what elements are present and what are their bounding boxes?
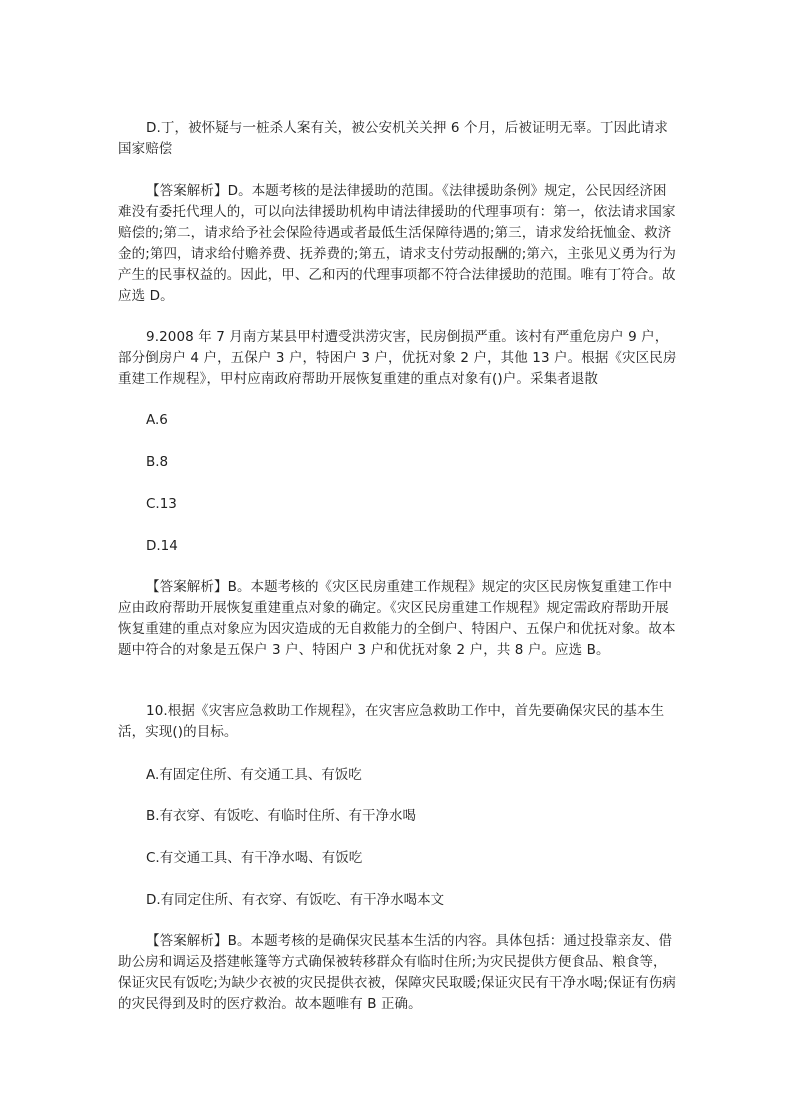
q9-option-a: A.6 (146, 412, 168, 428)
q9-answer-analysis: 【答案解析】B。本题考核的《灾区民房重建工作规程》规定的灾区民房恢复重建工作中应由政府帮助开展恢复重建重点对象的确定。《灾区民房重建工作规程》规定需政府帮助开展恢复重建的重点对象应为因灾造成的无自救能力的全倒户、特困户、五保户和优抚对象。故本题中符合的对象是五保户 3 户、特困户 3 户和优抚对象 2 户，共 8 户。应选 B。 (118, 579, 676, 658)
q9-option-d: D.14 (146, 538, 178, 554)
q9-option-b: B.8 (146, 454, 169, 470)
q8-answer-analysis: 【答案解析】D。本题考核的是法律援助的范围。《法律援助条例》规定，公民因经济困难没有委托代理人的，可以向法律援助机构申请法律援助的代理事项有：第一，依法请求国家赔偿的;第二，请求给予社会保险待遇或者最低生活保障待遇的;第三，请求发给抚恤金、救济金的;第四，请求给付赡养费、抚养费的;第五，请求支付劳动报酬的;第六，主张见义勇为行为产生的民事权益的。因此，甲、乙和丙的代理事项都不符合法律援助的范围。唯有丁符合。故应选 D。 (118, 183, 676, 304)
q10-option-a: A.有固定住所、有交通工具、有饭吃 (146, 767, 362, 783)
q10-option-b: B.有衣穿、有饭吃、有临时住所、有干净水喝 (146, 808, 417, 824)
q10-answer-analysis: 【答案解析】B。本题考核的是确保灾民基本生活的内容。具体包括：通过投靠亲友、借助公房和调运及搭建帐篷等方式确保被转移群众有临时住所;为灾民提供方便食品、粮食等，保证灾民有饭吃;为缺少衣被的灾民提供衣被，保障灾民取暖;保证灾民有干净水喝;保证有伤病的灾民得到及时的医疗救治。故本题唯有 B 正确。 (118, 933, 676, 1012)
q10-option-c: C.有交通工具、有干净水喝、有饭吃 (146, 850, 363, 866)
q9-option-c: C.13 (146, 496, 177, 512)
q10-stem: 10.根据《灾害应急救助工作规程》，在灾害应急救助工作中，首先要确保灾民的基本生活，实现()的目标。 (118, 703, 665, 740)
q10-option-d: D.有同定住所、有衣穿、有饭吃、有干净水喝本文 (146, 892, 445, 908)
q8-option-d: D.丁，被怀疑与一桩杀人案有关，被公安机关关押 6 个月，后被证明无辜。丁因此请求国家赔偿 (118, 120, 668, 157)
q9-stem: 9.2008 年 7 月南方某县甲村遭受洪涝灾害，民房倒损严重。该村有严重危房户 9 户，部分倒房户 4 户，五保户 3 户，特困户 3 户，优抚对象 2 户，其他 13 户。根据《灾区民房重建工作规程》，甲村应南政府帮助开展恢复重建的重点对象有()户。采集者退散 (118, 329, 677, 387)
